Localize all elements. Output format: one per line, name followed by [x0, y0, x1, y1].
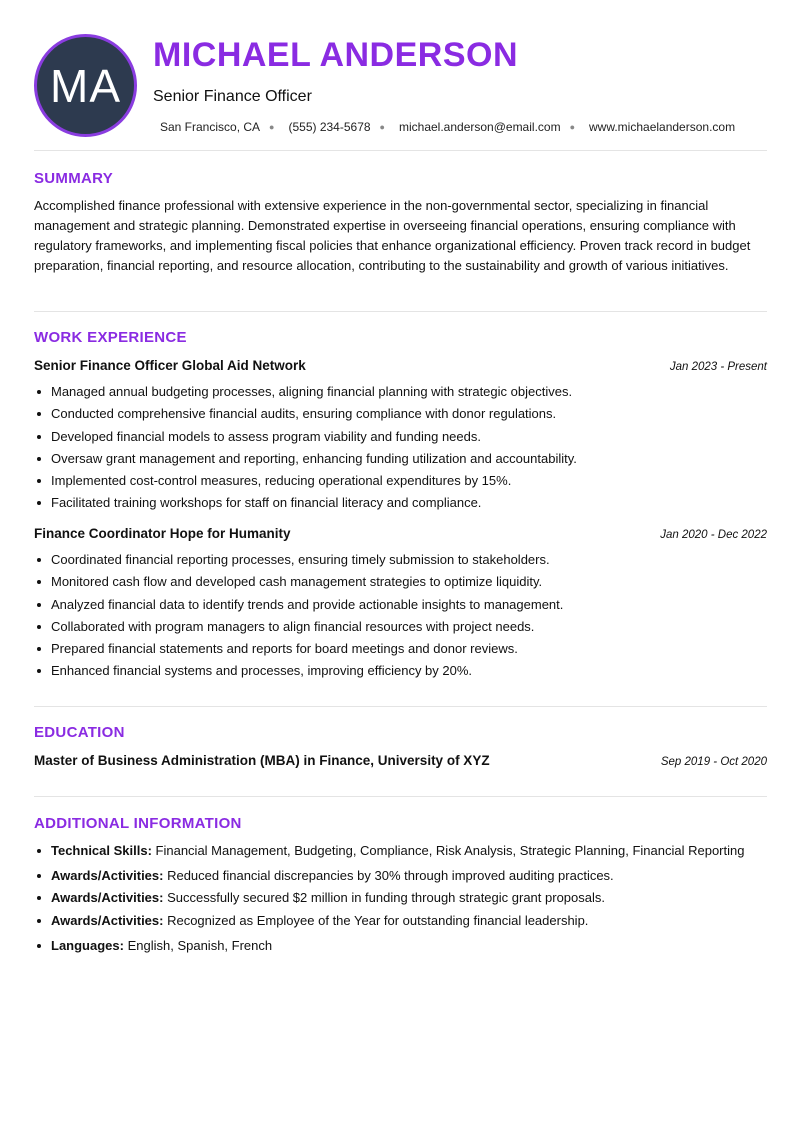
- education-heading: EDUCATION: [34, 724, 125, 741]
- contact-phone: (555) 234-5678: [288, 120, 371, 134]
- avatar: [34, 34, 137, 137]
- job-date: Jan 2020 - Dec 2022: [660, 529, 767, 541]
- job-role: Finance Coordinator Hope for Humanity: [34, 526, 291, 541]
- education-date: Sep 2019 - Oct 2020: [660, 756, 767, 768]
- item-label: Technical Skills:: [51, 843, 152, 858]
- item-label: Languages:: [51, 937, 124, 953]
- contact-location: San Francisco, CA: [160, 120, 261, 134]
- divider: [34, 150, 767, 151]
- list-item: Managed annual budgeting processes, aligning financial planning with strategic objectives.: [34, 383, 577, 405]
- list-item: Prepared financial statements and reports for board meetings and donor reviews.: [34, 640, 563, 662]
- degree: Master of Business Administration (MBA) in Finance, University of XYZ: [34, 753, 490, 768]
- job-header: [34, 358, 767, 373]
- work-experience-heading: WORK EXPERIENCE: [34, 329, 187, 346]
- contact-website[interactable]: www.michaelanderson.com: [589, 120, 736, 134]
- item-text: English, Spanish, French: [123, 937, 273, 953]
- item-text: Successfully secured $2 million in funding through strategic grant proposals.: [163, 890, 605, 906]
- list-item: Facilitated training workshops for staff on financial literacy and compliance.: [34, 494, 577, 516]
- job-bullets: [34, 551, 563, 685]
- list-item: Coordinated financial reporting processes, ensuring timely submission to stakeholders.: [34, 551, 563, 573]
- item-label: Awards/Activities:: [51, 890, 164, 906]
- item-label: Awards/Activities:: [51, 912, 164, 928]
- job-role: Senior Finance Officer Global Aid Network: [34, 358, 306, 373]
- divider: [34, 311, 767, 312]
- item-label: Awards/Activities:: [51, 868, 164, 883]
- job-bullets: [34, 383, 577, 517]
- list-item: [34, 889, 744, 911]
- bullet-separator-icon: ●: [569, 122, 576, 132]
- list-item: Collaborated with program managers to align financial resources with project needs.: [34, 618, 563, 640]
- contact-line: [160, 120, 735, 134]
- list-item: [34, 912, 744, 937]
- contact-email[interactable]: michael.anderson@email.com: [398, 120, 561, 134]
- candidate-title: Senior Finance Officer: [153, 88, 312, 105]
- divider: [34, 796, 767, 797]
- list-item: [34, 937, 744, 959]
- list-item: Monitored cash flow and developed cash management strategies to optimize liquidity.: [34, 573, 563, 595]
- bullet-separator-icon: ●: [379, 122, 385, 132]
- list-item: Analyzed financial data to identify trends and provide actionable insights to management.: [34, 596, 563, 618]
- education-entry: [34, 753, 767, 768]
- list-item: Enhanced financial systems and processes, improving efficiency by 20%.: [34, 662, 563, 684]
- list-item: [34, 842, 744, 867]
- list-item: Developed financial models to assess program viability and funding needs.: [34, 428, 577, 450]
- candidate-name: MICHAEL ANDERSON: [153, 36, 519, 74]
- item-text: Reduced financial discrepancies by 30% through improved auditing practices.: [163, 868, 614, 883]
- list-item: [34, 867, 744, 889]
- job-header: [34, 526, 767, 541]
- avatar-initials: MA: [50, 59, 121, 112]
- divider: [34, 706, 767, 707]
- job-date: Jan 2023 - Present: [669, 361, 767, 373]
- item-text: Financial Management, Budgeting, Compliance, Risk Analysis, Strategic Planning, Financial Reporting: [151, 843, 745, 858]
- item-text: Recognized as Employee of the Year for outstanding financial leadership.: [163, 912, 589, 928]
- additional-info-list: [34, 842, 744, 959]
- list-item: Oversaw grant management and reporting, enhancing funding utilization and accountability.: [34, 450, 577, 472]
- list-item: Implemented cost-control measures, reducing operational expenditures by 15%.: [34, 472, 577, 494]
- summary-text: Accomplished finance professional with extensive experience in the non-governmental sector, specializing in financial management and strategic planning. Demonstrated expertise in overseeing financial operations, ensuring compliance with regulatory frameworks, and implementing fiscal policies that enhance organizational efficiency. Proven track record in budget preparation, financial reporting, and resource allocation, contributing to the sustainability and growth of various initiatives.: [34, 198, 751, 273]
- bullet-separator-icon: ●: [269, 122, 275, 132]
- additional-info-heading: ADDITIONAL INFORMATION: [34, 815, 242, 832]
- list-item: Conducted comprehensive financial audits, ensuring compliance with donor regulations.: [34, 405, 577, 427]
- summary-heading: SUMMARY: [34, 170, 114, 187]
